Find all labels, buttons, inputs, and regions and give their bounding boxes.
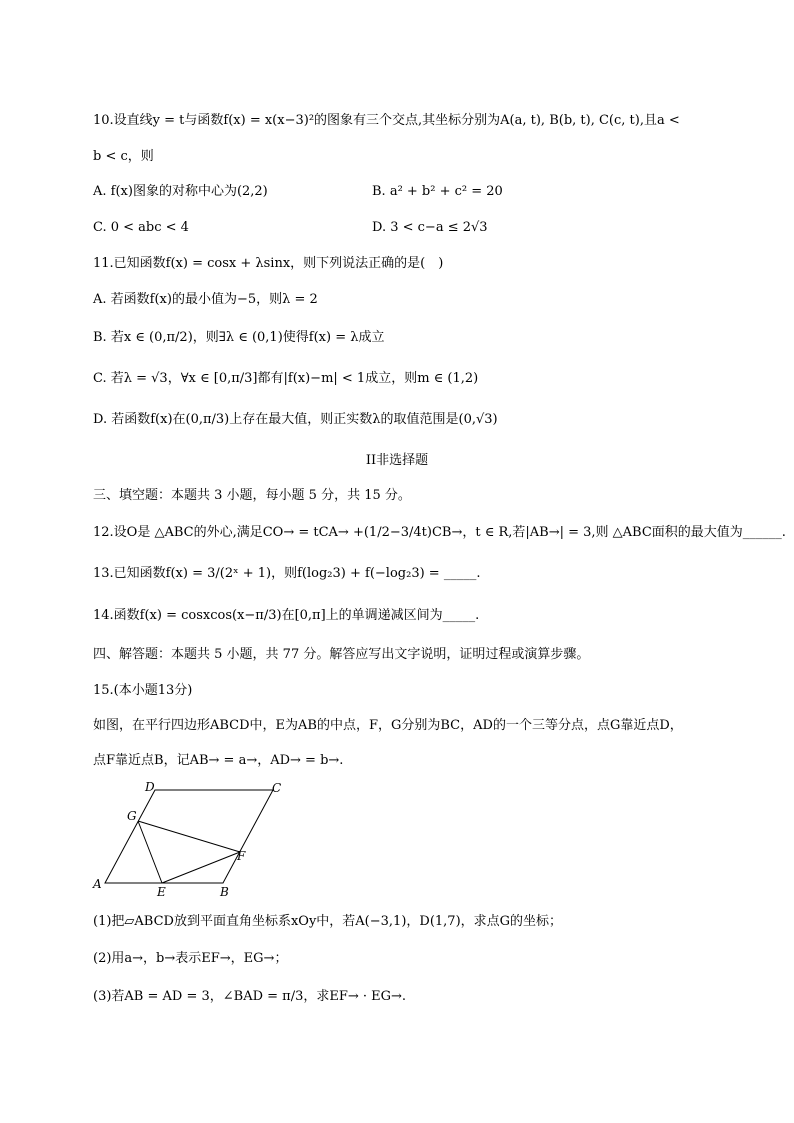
q12-text: 12.设O是 △ABC的外心,满足CO→ = tCA→ +(1/2−3/4t)CB→，t ∈ R,若|AB→| = 3,则 △ABC面积的最大值为______. (93, 525, 786, 540)
label-c: C (272, 781, 282, 795)
q10-stem-line1: 10.设直线y = t与函数f(x) = x(x−3)²的图象有三个交点,其坐标分别为A(a, t), B(b, t), C(c, t),且a < (93, 113, 680, 128)
label-g: G (127, 809, 137, 823)
q15-part1: (1)把▱ABCD放到平面直角坐标系xOy中，若A(−3,1)，D(1,7)，求点G的坐标； (93, 914, 563, 929)
q11-option-b: B. 若x ∈ (0,π/2)，则∃λ ∈ (0,1)使得f(x) = λ成立 (93, 330, 385, 345)
q10-option-d: D. 3 < c−a ≤ 2√3 (372, 220, 488, 235)
q15-stem-line2: 点F靠近点B，记AB→ = a→，AD→ = b→. (93, 753, 344, 768)
q11-option-c: C. 若λ = √3，∀x ∈ [0,π/3]都有|f(x)−m| < 1成立，则m ∈ (1,2) (93, 371, 479, 386)
q15-part2: (2)用a→，b→表示EF→，EG→； (93, 951, 288, 966)
q15-title: 15.(本小题13分) (93, 683, 193, 698)
q14-text: 14.函数f(x) = cosxcos(x−π/3)在[0,π]上的单调递减区间为_____. (93, 608, 480, 623)
segment-ge (138, 821, 162, 883)
q13-text: 13.已知函数f(x) = 3/(2ˣ + 1)，则f(log₂3) + f(−log₂3) = _____. (93, 566, 481, 581)
part-four-heading: 四、解答题：本题共 5 小题，共 77 分。解答应写出文字说明，证明过程或演算步骤。 (93, 647, 590, 662)
segment-ef (162, 852, 240, 883)
q11-option-d: D. 若函数f(x)在(0,π/3)上存在最大值，则正实数λ的取值范围是(0,√3) (93, 412, 498, 427)
q10-option-c: C. 0 < abc < 4 (93, 220, 189, 235)
q10-option-a: A. f(x)图象的对称中心为(2,2) (93, 184, 268, 199)
q15-part3: (3)若AB = AD = 3，∠BAD = π/3，求EF→ · EG→. (93, 989, 407, 1004)
segment-gf (138, 821, 240, 852)
label-d: D (145, 780, 155, 794)
label-f: F (237, 849, 246, 863)
label-a: A (93, 877, 102, 891)
q10-stem-line2: b < c，则 (93, 149, 154, 164)
q15-stem-line1: 如图，在平行四边形ABCD中，E为AB的中点，F，G分别为BC，AD的一个三等分点，点G靠近点D， (93, 718, 683, 733)
parallelogram-figure (90, 778, 300, 902)
q11-option-a: A. 若函数f(x)的最小值为−5，则λ = 2 (93, 292, 318, 307)
label-b: B (220, 885, 229, 898)
part-three-heading: 三、填空题：本题共 3 小题，每小题 5 分，共 15 分。 (93, 488, 411, 503)
label-e: E (157, 885, 166, 898)
section-heading: II非选择题 (365, 453, 429, 468)
q10-option-b: B. a² + b² + c² = 20 (372, 184, 503, 199)
q11-stem: 11.已知函数f(x) = cosx + λsinx，则下列说法正确的是( ) (93, 256, 444, 271)
